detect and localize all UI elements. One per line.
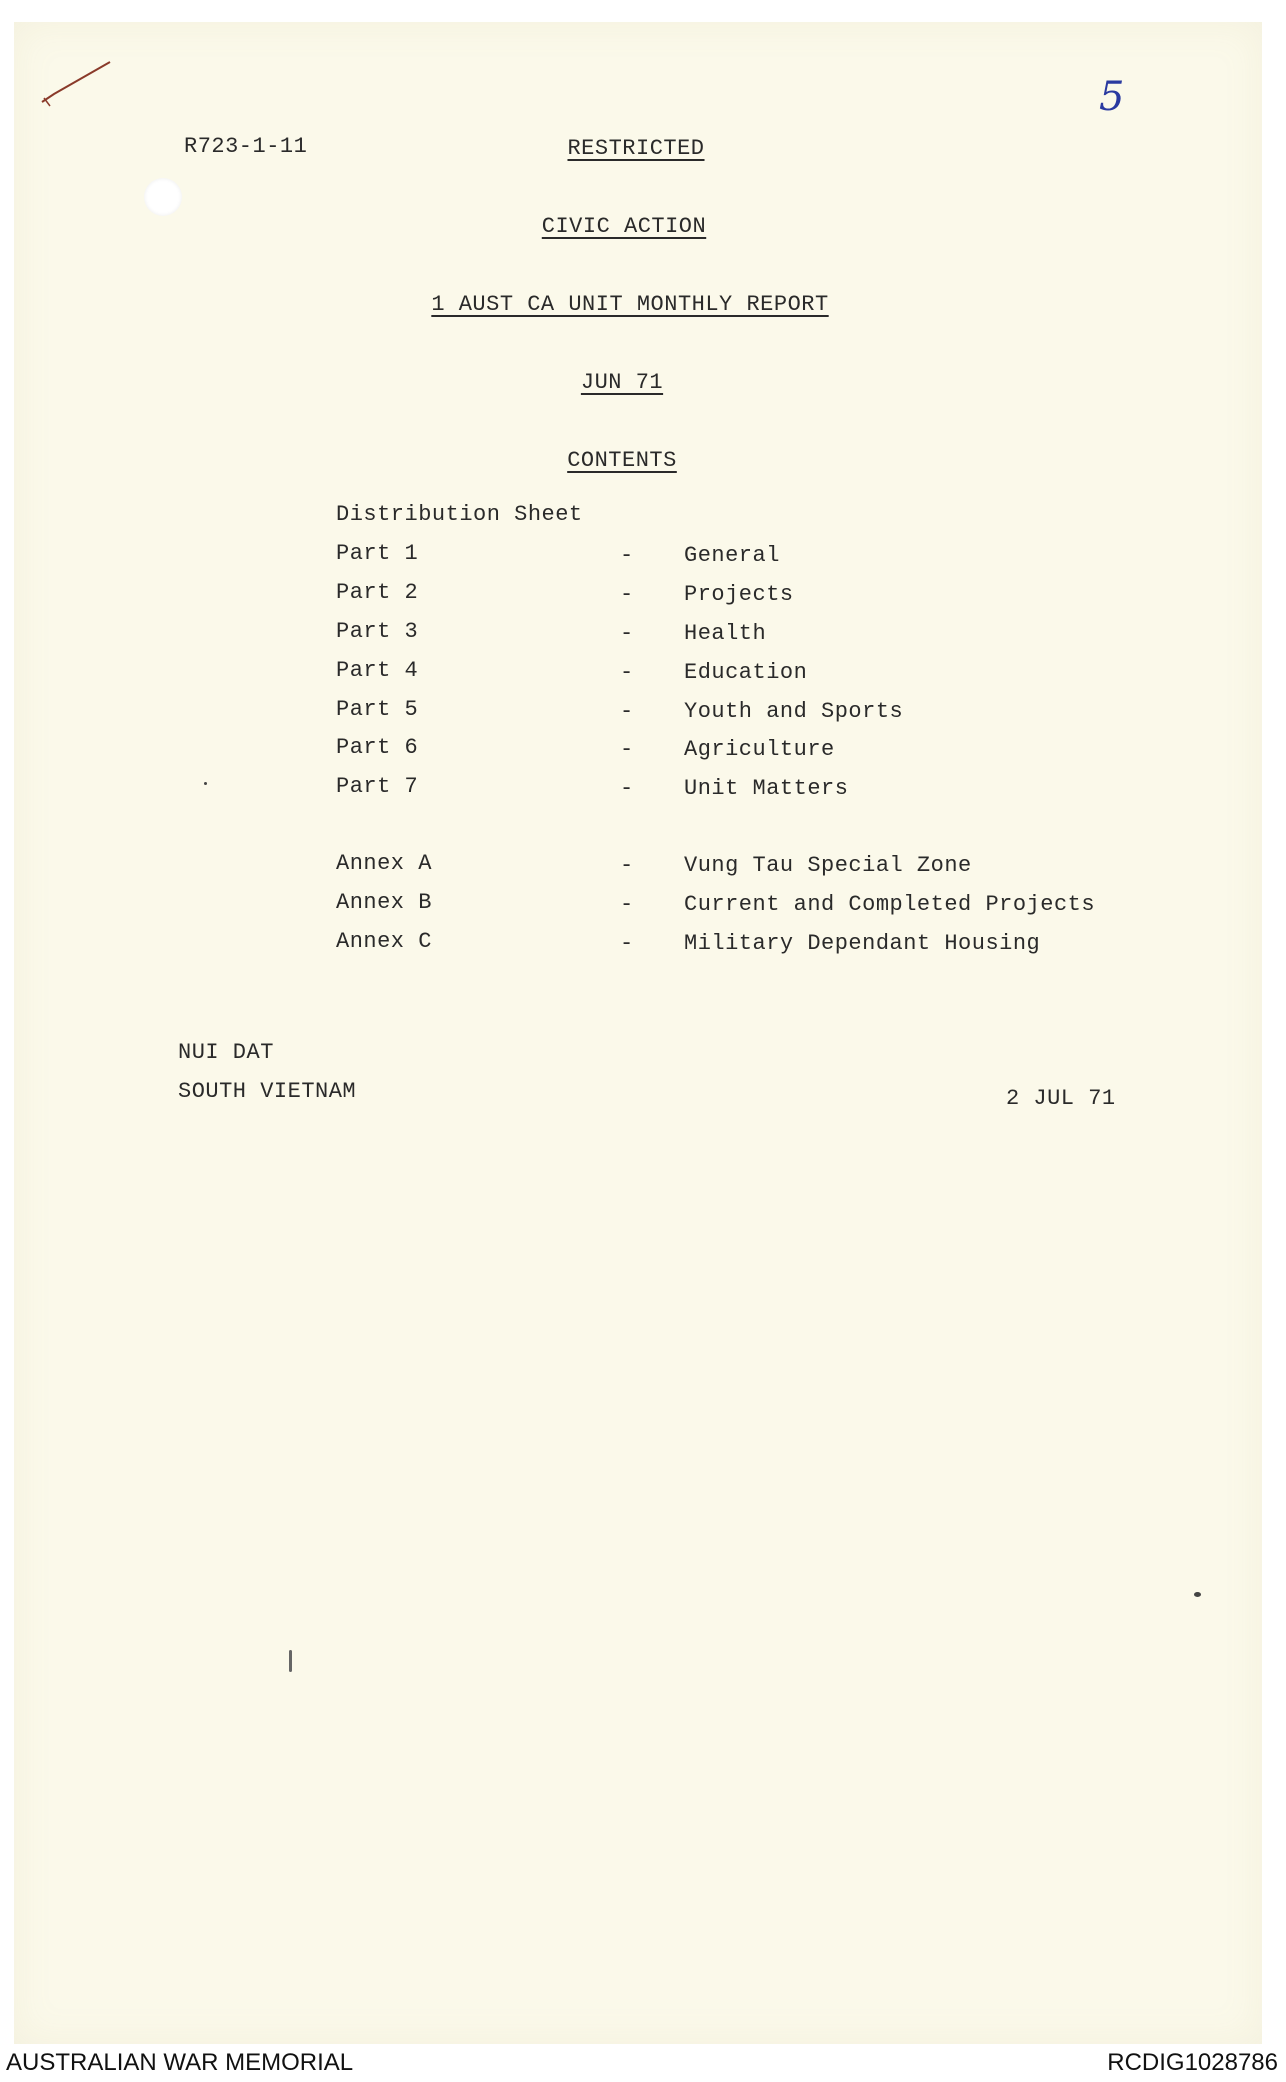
archive-name: AUSTRALIAN WAR MEMORIAL bbox=[6, 2049, 354, 2076]
part-label: Part 4 bbox=[336, 658, 419, 683]
entry-dash: - bbox=[620, 660, 634, 685]
punch-hole bbox=[144, 178, 182, 216]
report-period: JUN 71 bbox=[580, 370, 664, 395]
entry-dash: - bbox=[620, 582, 634, 607]
part-title: Unit Matters bbox=[684, 776, 849, 801]
entry-dash: - bbox=[620, 776, 634, 801]
contents-heading: CONTENTS bbox=[567, 448, 677, 473]
part-label: Part 1 bbox=[336, 541, 419, 566]
part-label: Part 2 bbox=[336, 580, 419, 605]
entry-dash: - bbox=[620, 892, 634, 917]
annex-title: Vung Tau Special Zone bbox=[684, 853, 972, 878]
location-line-2: SOUTH VIETNAM bbox=[178, 1079, 357, 1104]
classification-marking: RESTRICTED bbox=[567, 136, 705, 161]
subject-heading: CIVIC ACTION bbox=[541, 214, 707, 239]
part-title: Health bbox=[684, 621, 767, 646]
report-date: 2 JUL 71 bbox=[1006, 1086, 1116, 1111]
part-title: Education bbox=[684, 660, 808, 685]
paper-sheet bbox=[14, 22, 1262, 2044]
part-title: General bbox=[684, 543, 780, 568]
entry-dash: - bbox=[620, 699, 634, 724]
entry-dash: - bbox=[620, 737, 634, 762]
paper-mark bbox=[289, 1650, 292, 1672]
distribution-sheet-entry: Distribution Sheet bbox=[336, 502, 583, 527]
annex-label: Annex B bbox=[336, 890, 432, 915]
entry-dash: - bbox=[620, 931, 634, 956]
part-title: Youth and Sports bbox=[684, 699, 904, 724]
paper-speck bbox=[1194, 1592, 1201, 1597]
part-title: Agriculture bbox=[684, 737, 835, 762]
annex-label: Annex C bbox=[336, 929, 432, 954]
entry-dash: - bbox=[620, 853, 634, 878]
part-label: Part 6 bbox=[336, 735, 419, 760]
part-label: Part 7 bbox=[336, 774, 419, 799]
part-title: Projects bbox=[684, 582, 794, 607]
paper-speck bbox=[204, 782, 207, 785]
annex-title: Military Dependant Housing bbox=[684, 931, 1041, 956]
part-label: Part 3 bbox=[336, 619, 419, 644]
entry-dash: - bbox=[620, 543, 634, 568]
catalogue-id: RCDIG1028786 bbox=[1107, 2049, 1278, 2076]
annex-label: Annex A bbox=[336, 851, 432, 876]
annex-title: Current and Completed Projects bbox=[684, 892, 1096, 917]
red-pencil-tick-icon bbox=[40, 58, 140, 108]
entry-dash: - bbox=[620, 621, 634, 646]
handwritten-folio-number: 5 bbox=[1099, 74, 1125, 120]
file-reference: R723-1-11 bbox=[184, 134, 308, 159]
report-title: 1 AUST CA UNIT MONTHLY REPORT bbox=[431, 292, 829, 317]
part-label: Part 5 bbox=[336, 697, 419, 722]
location-line-1: NUI DAT bbox=[178, 1040, 274, 1065]
